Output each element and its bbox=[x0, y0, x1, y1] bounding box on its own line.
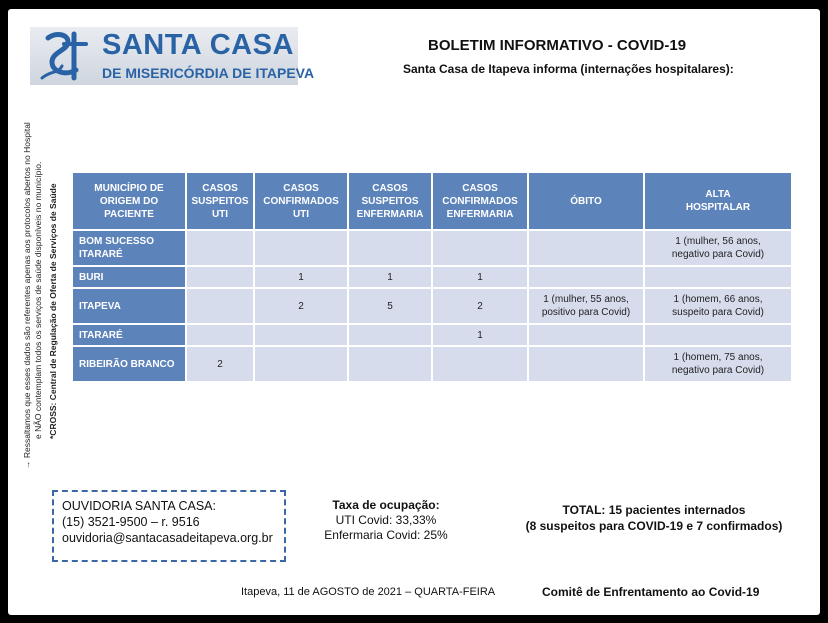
table-cell: 5 bbox=[349, 289, 431, 323]
column-header: CASOS SUSPEITOS ENFERMARIA bbox=[349, 173, 431, 229]
ouvidoria-email[interactable]: ouvidoria@santacasadeitapeva.org.br bbox=[62, 531, 273, 545]
total-line-1: TOTAL: 15 pacientes internados bbox=[562, 503, 746, 517]
table-cell bbox=[255, 347, 347, 381]
table-cell: 1 bbox=[349, 267, 431, 287]
table-cell bbox=[529, 325, 643, 345]
table-cell bbox=[187, 267, 253, 287]
table-cell: 1 (homem, 75 anos, negativo para Covid) bbox=[645, 347, 791, 381]
municipio-cell: BOM SUCESSO ITARARÉ bbox=[73, 231, 185, 265]
table-cell: 1 (mulher, 56 anos, negativo para Covid) bbox=[645, 231, 791, 265]
table-cell: 2 bbox=[255, 289, 347, 323]
table-cell bbox=[187, 231, 253, 265]
table-cell bbox=[529, 231, 643, 265]
table-cell bbox=[645, 267, 791, 287]
footer-date: Itapeva, 11 de AGOSTO de 2021 – QUARTA-FEIRA bbox=[241, 586, 496, 598]
table-cell bbox=[255, 325, 347, 345]
ouvidoria-title: OUVIDORIA SANTA CASA: bbox=[62, 499, 216, 513]
santa-casa-emblem-icon bbox=[38, 30, 98, 82]
table-cell bbox=[187, 325, 253, 345]
ouvidoria-box bbox=[52, 490, 286, 562]
table-row bbox=[73, 289, 791, 323]
footer-committee: Comitê de Enfrentamento ao Covid-19 bbox=[542, 585, 760, 599]
table-header-row bbox=[73, 173, 791, 229]
taxa-title: Taxa de ocupação: bbox=[332, 498, 440, 512]
side-notes bbox=[22, 122, 70, 469]
column-header: ALTA HOSPITALAR bbox=[645, 173, 791, 229]
taxa-enfermaria: Enfermaria Covid: 25% bbox=[324, 528, 448, 542]
total-summary bbox=[518, 502, 790, 534]
table-cell bbox=[187, 289, 253, 323]
taxa-ocupacao bbox=[306, 498, 466, 543]
table-cell bbox=[349, 325, 431, 345]
table-row bbox=[73, 325, 791, 345]
table-cell bbox=[529, 267, 643, 287]
table-cell: 1 bbox=[433, 267, 527, 287]
internacoes-table bbox=[71, 171, 793, 383]
table-cell: 1 (homem, 66 anos, suspeito para Covid) bbox=[645, 289, 791, 323]
municipio-cell: BURI bbox=[73, 267, 185, 287]
column-header: CASOS CONFIRMADOS ENFERMARIA bbox=[433, 173, 527, 229]
taxa-uti: UTI Covid: 33,33% bbox=[335, 513, 437, 527]
logo-subtitle: DE MISERICÓRDIA DE ITAPEVA bbox=[102, 65, 315, 81]
table-cell: 2 bbox=[433, 289, 527, 323]
santa-casa-logo bbox=[30, 27, 315, 85]
table-cell: 1 bbox=[433, 325, 527, 345]
table-cell bbox=[349, 347, 431, 381]
side-note-cross: *CROSS: Central de Regulação de Oferta de Serviços de Saúde bbox=[48, 183, 58, 439]
column-header: MUNICÍPIO DE ORIGEM DO PACIENTE bbox=[73, 173, 185, 229]
municipio-cell: ITARARÉ bbox=[73, 325, 185, 345]
table-cell bbox=[529, 347, 643, 381]
side-note-2: e NÃO contemplam todos os serviços de saúde disponíveis no município. bbox=[33, 161, 43, 439]
table-cell bbox=[645, 325, 791, 345]
table-cell bbox=[255, 231, 347, 265]
table-cell: 1 bbox=[255, 267, 347, 287]
column-header: ÓBITO bbox=[529, 173, 643, 229]
total-line-2: (8 suspeitos para COVID-19 e 7 confirmados) bbox=[525, 519, 783, 533]
bulletin-page bbox=[8, 9, 820, 615]
table-row bbox=[73, 267, 791, 287]
bulletin-subtitle: Santa Casa de Itapeva informa (internações hospitalares): bbox=[403, 62, 734, 76]
municipio-cell: ITAPEVA bbox=[73, 289, 185, 323]
side-note-1: → Ressaltamos que esses dados são referentes apenas aos protocolos abertos no Hospital bbox=[22, 122, 32, 469]
municipio-cell: RIBEIRÃO BRANCO bbox=[73, 347, 185, 381]
table-cell bbox=[433, 231, 527, 265]
table-cell bbox=[433, 347, 527, 381]
table-cell: 1 (mulher, 55 anos, positivo para Covid) bbox=[529, 289, 643, 323]
column-header: CASOS SUSPEITOS UTI bbox=[187, 173, 253, 229]
table-cell bbox=[349, 231, 431, 265]
logo-name: SANTA CASA bbox=[102, 29, 294, 61]
table-row bbox=[73, 347, 791, 381]
column-header: CASOS CONFIRMADOS UTI bbox=[255, 173, 347, 229]
table-cell: 2 bbox=[187, 347, 253, 381]
table-row bbox=[73, 231, 791, 265]
bulletin-title: BOLETIM INFORMATIVO - COVID-19 bbox=[428, 37, 687, 54]
ouvidoria-phone: (15) 3521-9500 – r. 9516 bbox=[62, 515, 200, 529]
